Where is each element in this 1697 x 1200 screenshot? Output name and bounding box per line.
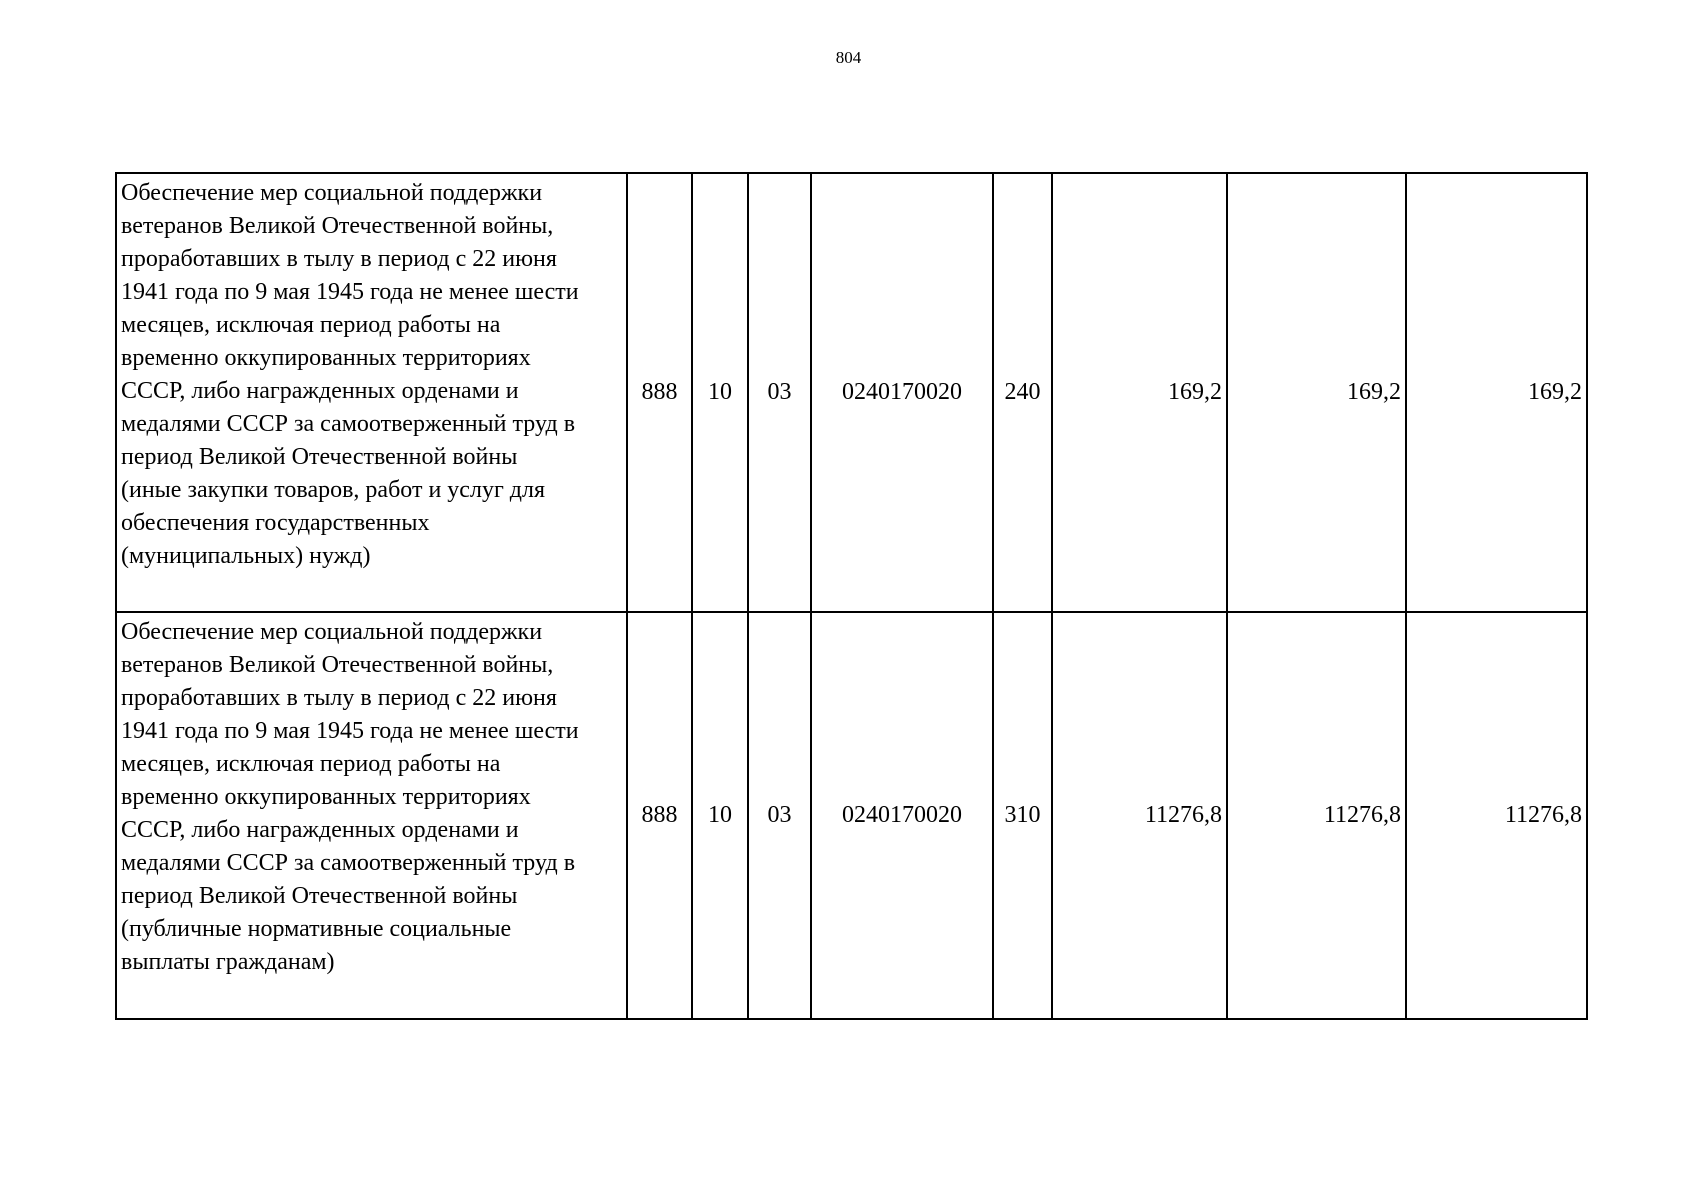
amount-1: 11276,8 — [1052, 612, 1227, 1019]
subsection-code: 03 — [748, 612, 811, 1019]
subsection-code: 03 — [748, 173, 811, 612]
amount-2: 169,2 — [1227, 173, 1406, 612]
target-article-code: 0240170020 — [811, 612, 993, 1019]
section-code: 10 — [692, 612, 748, 1019]
budget-table — [115, 172, 1588, 1020]
expense-type-code: 240 — [993, 173, 1052, 612]
target-article-code: 0240170020 — [811, 173, 993, 612]
row-description: Обеспечение мер социальной поддержки ветеранов Великой Отечественной войны, проработавших в тылу в период с 22 июня 1941 года по 9 мая 1945 года не менее шести месяцев, исключая период работы на временно оккупированных территориях СССР, либо награжденных орденами и медалями СССР за самоотверженный труд в период Великой Отечественной войны (иные закупки товаров, работ и услуг для обеспечения государственных (муниципальных) нужд) — [116, 173, 627, 612]
section-code: 10 — [692, 173, 748, 612]
amount-1: 169,2 — [1052, 173, 1227, 612]
row-description: Обеспечение мер социальной поддержки ветеранов Великой Отечественной войны, проработавших в тылу в период с 22 июня 1941 года по 9 мая 1945 года не менее шести месяцев, исключая период работы на временно оккупированных территориях СССР, либо награжденных орденами и медалями СССР за самоотверженный труд в период Великой Отечественной войны (публичные нормативные социальные выплаты гражданам) — [116, 612, 627, 1019]
amount-3: 169,2 — [1406, 173, 1587, 612]
ministry-code: 888 — [627, 612, 692, 1019]
page-number: 804 — [835, 48, 862, 67]
amount-2: 11276,8 — [1227, 612, 1406, 1019]
table-row — [116, 173, 1587, 612]
expense-type-code: 310 — [993, 612, 1052, 1019]
ministry-code: 888 — [627, 173, 692, 612]
amount-3: 11276,8 — [1406, 612, 1587, 1019]
table-row — [116, 612, 1587, 1019]
